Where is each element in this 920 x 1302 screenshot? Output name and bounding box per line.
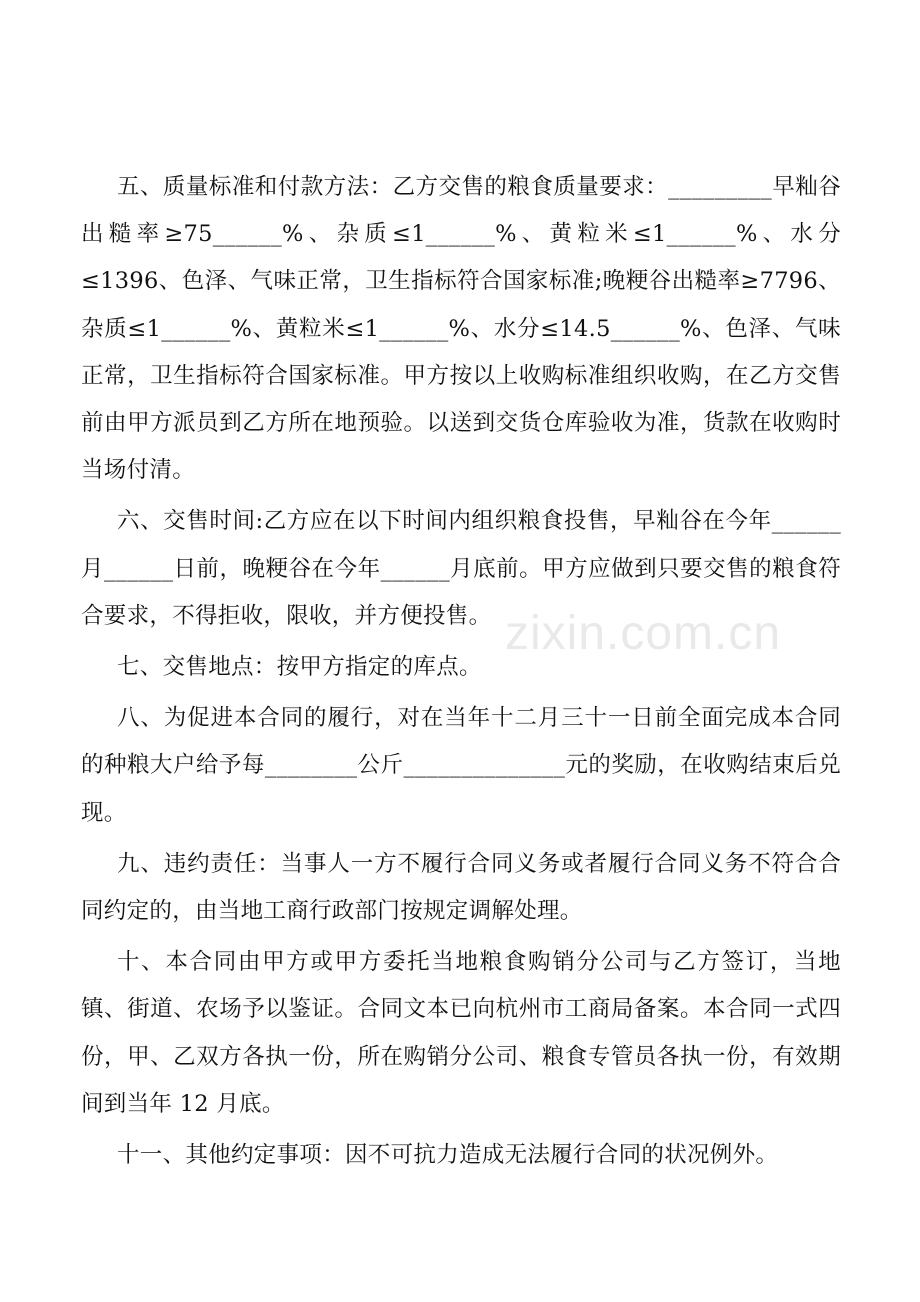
clause-6-delivery-time: 六、交售时间:乙方应在以下时间内组织粮食投售，早籼谷在今年______月______日前，晚粳谷在今年______月底前。甲方应做到只要交售的粮食符合要求，不得拒收，限收，并方便投售。: [81, 508, 841, 629]
clause-9-liability: 九、违约责任：当事人一方不履行合同义务或者履行合同义务不符合合同约定的，由当地工商行政部门按规定调解处理。: [81, 850, 841, 925]
clause-5-quality-payment: 五、质量标准和付款方法：乙方交售的粮食质量要求：_________早籼谷出糙率≥75______%、杂质≤1______%、黄粒米≤1______%、水分≤1396、色泽、气味正常，卫生指标符合国家标准;晚粳谷出糙率≥7796、杂质≤1______%、黄粒米≤1______%、水分≤14.5______%、色泽、气味正常，卫生指标符合国家标准。甲方按以上收购标准组织收购，在乙方交售前由甲方派员到乙方所在地预验。以送到交货仓库验收为准，货款在收购时当场付清。: [81, 174, 841, 484]
clause-11-other: 十一、其他约定事项：因不可抗力造成无法履行合同的状况例外。: [117, 1142, 779, 1169]
watermark: zixin.com.cn: [505, 607, 782, 660]
clause-10-signing: 十、本合同由甲方或甲方委托当地粮食购销分公司与乙方签订，当地镇、街道、农场予以鉴证。合同文本已向杭州市工商局备案。本合同一式四份，甲、乙双方各执一份，所在购销分公司、粮食专管员各执一份，有效期间到当年 12 月底。: [81, 949, 841, 1117]
document-body: [81, 164, 841, 1183]
clause-7-delivery-location: 七、交售地点：按甲方指定的库点。: [117, 654, 482, 681]
clause-8-reward: 八、为促进本合同的履行，对在当年十二月三十一日前全面完成本合同的种粮大户给予每________公斤______________元的奖励，在收购结束后兑现。: [81, 705, 841, 826]
